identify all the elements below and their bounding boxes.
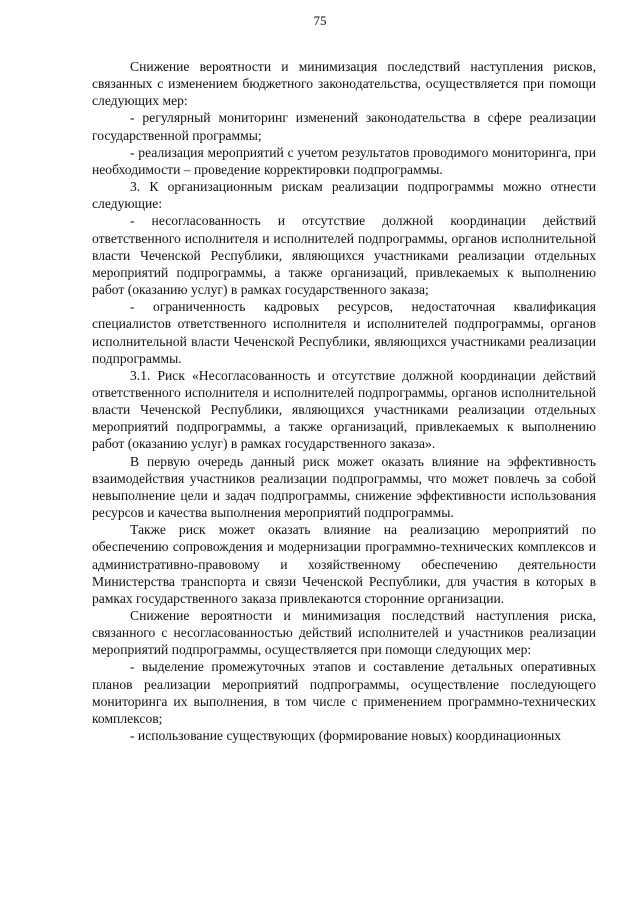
paragraph: В первую очередь данный риск может оказать влияние на эффективность взаимодействия участников реализации подпрограммы, что может повлечь за собой невыполнение цели и задач подпрограммы, снижение эффективности использования ресурсов и качества выполнения мероприятий подпрограммы. [92,453,596,521]
paragraph: - несогласованность и отсутствие должной координации действий ответственного исполнителя и исполнителей подпрограммы, органов исполнительной власти Чеченской Республики, являющихся участниками реализации отдельных мероприятий подпрограммы, а также организаций, привлекаемых к выполнению работ (оказанию услуг) в рамках государственного заказа; [92,213,596,298]
paragraph: Также риск может оказать влияние на реализацию мероприятий по обеспечению сопровождения и модернизации программно-технических комплексов и административно-правовому и хозяйственному обеспечению деятельности Министерства транспорта и связи Чеченской Республики, для участия в которых в рамках государственного заказа привлекаются сторонние организации. [92,522,596,606]
paragraph: - ограниченность кадровых ресурсов, недостаточная квалификация специалистов ответственного исполнителя и исполнителей подпрограммы, органов исполнительной власти Чеченской Республики, являющихся участниками реализации подпрограммы. [92,299,596,366]
paragraph: - реализация мероприятий с учетом результатов проводимого мониторинга, при необходимости – проведение корректировки подпрограммы. [92,144,596,177]
body-text [92,58,596,744]
paragraph: - выделение промежуточных этапов и составление детальных оперативных планов реализации мероприятий подпрограммы, осуществление последующего мониторинга их выполнения, в том числе с применением программно-технических комплексов; [92,659,596,726]
paragraph: - регулярный мониторинг изменений законодательства в сфере реализации государственной программы; [92,110,596,143]
paragraph: Снижение вероятности и минимизация последствий наступления рисков, связанных с изменением бюджетного законодательства, осуществляется при помощи следующих мер: [92,59,596,109]
paragraph: 3.1. Риск «Несогласованность и отсутствие должной координации действий ответственного исполнителя и исполнителей подпрограммы, органов исполнительной власти Чеченской Республики, являющихся участниками реализации отдельных мероприятий подпрограммы, а также организаций, привлекаемых к выполнению работ (оказанию услуг) в рамках государственного заказа». [92,367,596,452]
paragraph: - использование существующих (формирование новых) координационных [130,728,562,744]
paragraph: 3. К организационным рискам реализации подпрограммы можно отнести следующие: [92,179,596,212]
page-number: 75 [313,13,327,28]
paragraph: Снижение вероятности и минимизация последствий наступления риска, связанного с несогласованностью действий исполнителей и участников реализации мероприятий подпрограммы, осуществляется при помощи следующих мер: [92,608,596,658]
